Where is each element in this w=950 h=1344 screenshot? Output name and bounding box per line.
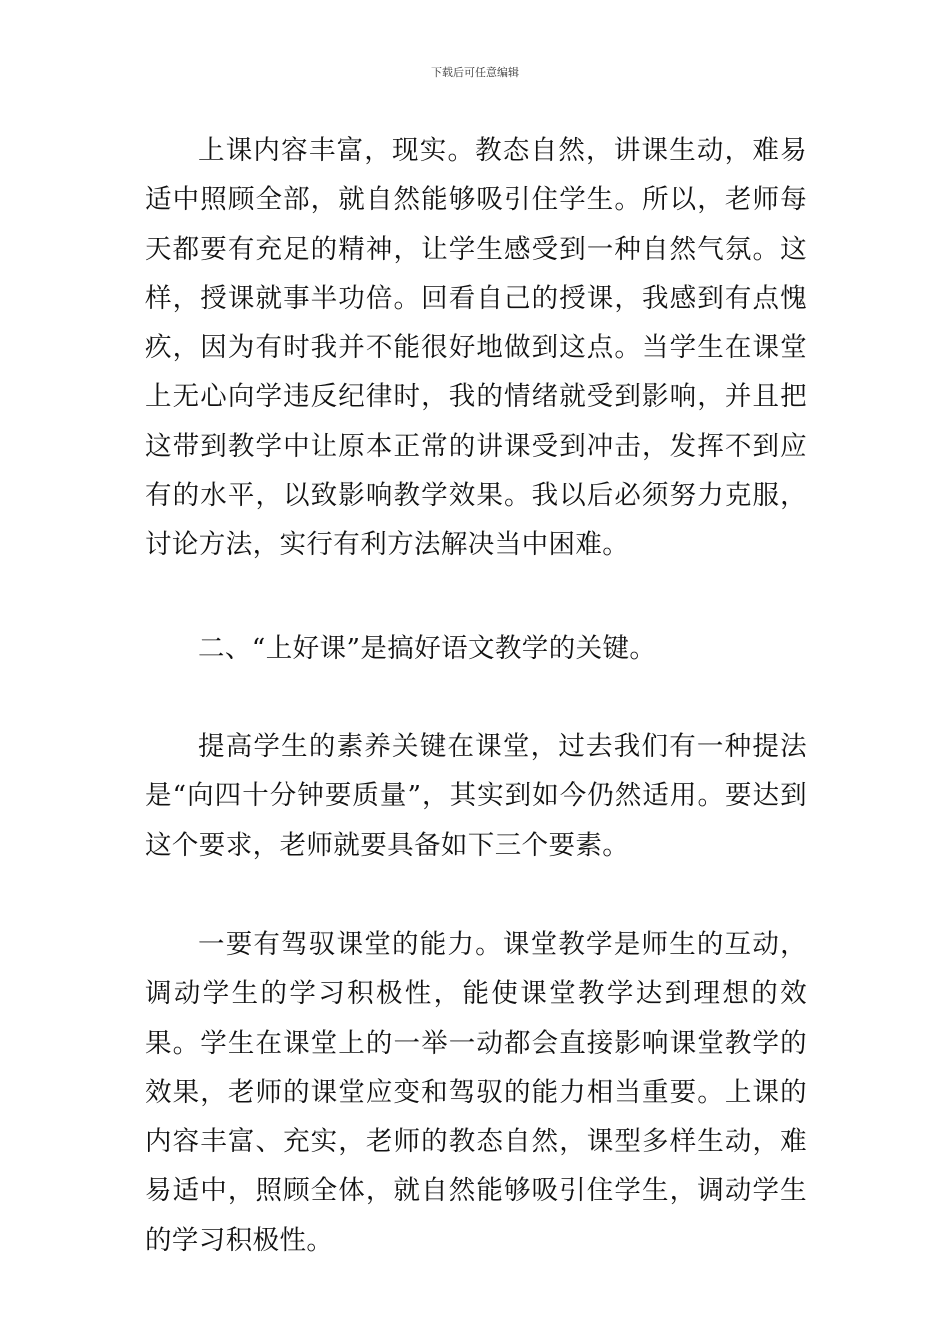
- page-header: 下载后可任意编辑: [431, 66, 519, 79]
- paragraph-classroom-control: 一要有驾驭课堂的能力。课堂教学是师生的互动，调动学生的学习积极性，能使课堂教学达到理想的效果。学生在课堂上的一举一动都会直接影响课堂教学的效果，老师的课堂应变和驾驭的能力相当重要。上课的内容丰富、充实，老师的教态自然，课型多样生动，难易适中，照顾全体，就自然能够吸引住学生，调动学生的学习积极性。: [145, 929, 807, 1256]
- paragraph-quality-in-class: 提高学生的素养关键在课堂，过去我们有一种提法是“向四十分钟要质量”，其实到如今仍然适用。要达到这个要求，老师就要具备如下三个要素。: [145, 731, 807, 861]
- paragraph-classroom-content: 上课内容丰富，现实。教态自然，讲课生动，难易适中照顾全部，就自然能够吸引住学生。所以，老师每天都要有充足的精神，让学生感受到一种自然气氛。这样，授课就事半功倍。回看自己的授课，我感到有点愧疚，因为有时我并不能很好地做到这点。当学生在课堂上无心向学违反纪律时，我的情绪就受到影响，并且把这带到教学中让原本正常的讲课受到冲击，发挥不到应有的水平，以致影响教学效果。我以后必须努力克服，讨论方法，实行有利方法解决当中困难。: [145, 135, 807, 561]
- section-heading-good-lessons: 二、“上好课”是搞好语文教学的关键。: [198, 633, 657, 664]
